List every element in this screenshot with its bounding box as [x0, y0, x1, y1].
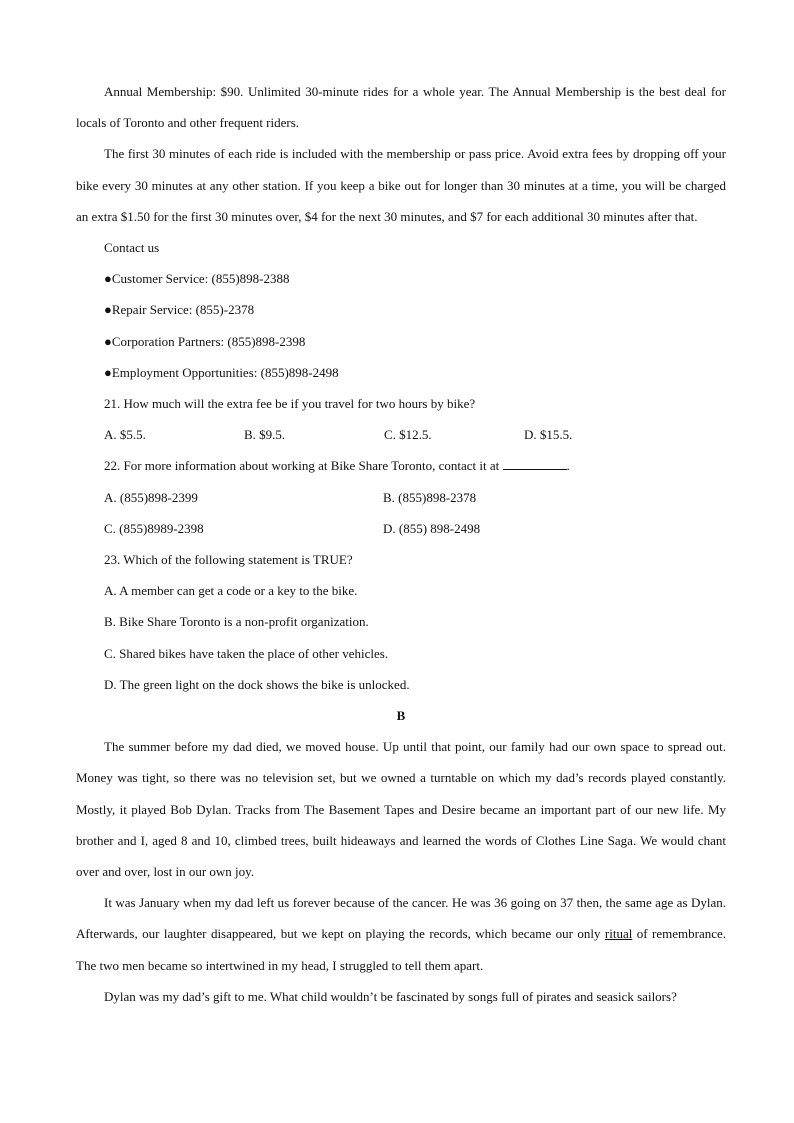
document-page: [76, 76, 726, 1012]
question-22-options-row2: [76, 513, 726, 544]
question-22-options-row1: [76, 482, 726, 513]
q21-option-c: C. $12.5.: [384, 427, 432, 443]
answer-blank: [503, 455, 567, 470]
q23-option-a: A. A member can get a code or a key to the bike.: [104, 583, 358, 599]
question-22-stem: [76, 450, 726, 481]
passage-b-paragraph-1: The summer before my dad died, we moved house. Up until that point, our family had our own space to spread out. Money was tight, so there was no television set, but we owned a turntable on which my dad’s records played constantly. Mostly, it played Bob Dylan. Tracks from The Basement Tapes and Desire became an important part of our new life. My brother and I, aged 8 and 10, climbed trees, built hideaways and learned the words of Clothes Line Saga. We would chant over and over, lost in our own joy.: [76, 739, 726, 880]
question-21-options: [76, 419, 726, 450]
q23-option-d: D. The green light on the dock shows the bike is unlocked.: [104, 676, 410, 692]
q21-option-d: D. $15.5.: [524, 427, 573, 443]
q22-stem-end: .: [566, 458, 570, 474]
contact-corporation-partners: ●Corporation Partners: (855)898-2398: [104, 333, 306, 349]
underlined-word: ritual: [604, 926, 633, 942]
passage-b-heading: B: [396, 708, 406, 724]
passage-b-paragraph-3: Dylan was my dad’s gift to me. What child wouldn’t be fascinated by songs full of pirates and seasick sailors?: [104, 988, 677, 1004]
membership-paragraph: Annual Membership: $90. Unlimited 30-minute rides for a whole year. The Annual Membership is the best deal for locals of Toronto and other frequent riders.: [76, 84, 726, 131]
contact-repair-service: ●Repair Service: (855)-2378: [104, 302, 255, 318]
q22-option-b: B. (855)898-2378: [383, 489, 477, 505]
contact-heading: Contact us: [104, 240, 160, 256]
question-21-stem: 21. How much will the extra fee be if you travel for two hours by bike?: [104, 396, 476, 412]
passage-b-paragraph-2: [76, 887, 726, 981]
q23-option-b: B. Bike Share Toronto is a non-profit organization.: [104, 614, 369, 630]
q21-option-a: A. $5.5.: [104, 427, 146, 443]
question-23-stem: 23. Which of the following statement is TRUE?: [104, 552, 353, 568]
q21-option-b: B. $9.5.: [244, 427, 286, 443]
fees-paragraph: The first 30 minutes of each ride is included with the membership or pass price. Avoid extra fees by dropping off your bike every 30 minutes at any other station. If you keep a bike out for longer than 30 minutes at a time, you will be charged an extra $1.50 for the first 30 minutes over, $4 for the next 30 minutes, and $7 for each additional 30 minutes after that.: [76, 146, 726, 224]
q22-stem-text: 22. For more information about working at Bike Share Toronto, contact it at: [104, 458, 503, 474]
q22-option-c: C. (855)8989-2398: [104, 520, 204, 536]
q22-option-a: A. (855)898-2399: [104, 489, 198, 505]
q23-option-c: C. Shared bikes have taken the place of other vehicles.: [104, 645, 389, 661]
para2-text-start: It was January when my dad left us forever because of the cancer. He was 36 going on 37 then, the same age as Dylan. Afterwards, our laughter disappeared, but we kept on playing the records, which became our only: [76, 895, 726, 942]
contact-customer-service: ●Customer Service: (855)898-2388: [104, 271, 290, 287]
para2-text-end: of remembrance. The two men became so intertwined in my head, I struggled to tell them apart.: [76, 926, 727, 973]
contact-employment: ●Employment Opportunities: (855)898-2498: [104, 364, 339, 380]
q22-option-d: D. (855) 898-2498: [383, 520, 481, 536]
